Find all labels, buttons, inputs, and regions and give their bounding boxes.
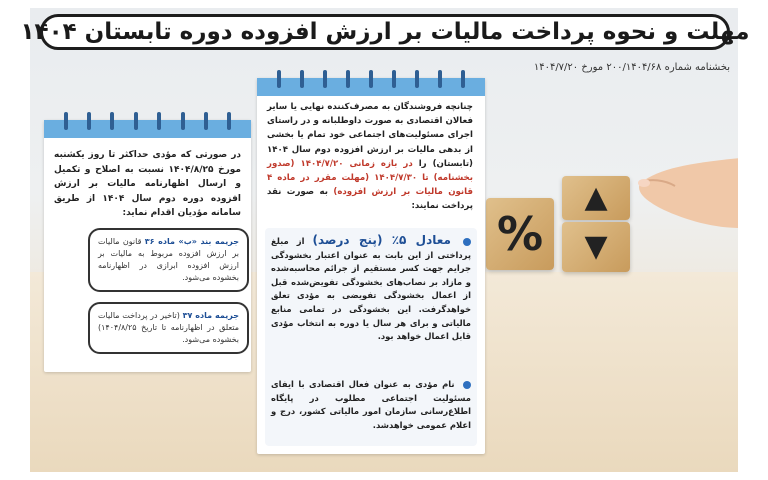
- benefit-item-1: [271, 234, 471, 344]
- intro-end: به صورت نقد پرداخت نمایند:: [267, 187, 473, 212]
- bullet-icon: [463, 381, 471, 389]
- left-card-text: در صورتی که مؤدی حداکثر تا روز یکشنبه مورخ ۱۴۰۴/۸/۲۵ نسبت به اصلاح و تکمیل و ارسال اظهارنامه مالیات بر ارزش افزوده دوره دوم سال ۱۴۰۴ از طریق سامانه مؤدیان اقدام نماید:: [54, 150, 242, 218]
- page-title: مهلت و نحوه پرداخت مالیات بر ارزش افزوده دوره تابستان ۱۴۰۴: [20, 19, 750, 45]
- benefit-item-2: [271, 378, 471, 432]
- middle-card: [257, 78, 485, 454]
- arrow-up-icon: ▲: [584, 180, 608, 215]
- middle-card-rings: [257, 70, 485, 88]
- middle-card-intro: [267, 100, 473, 214]
- penalty-box-37-title: جریمه ماده ۳۷: [182, 311, 239, 320]
- benefit-item-1-highlight: معادل ۵٪ (پنج درصد): [312, 233, 451, 247]
- intro-deadline: در بازه زمانی ۱۴۰۴/۷/۲۰ (صدور بخشنامه) تا ۱۴۰۴/۷/۳۰ (مهلت مقرر در ماده ۴ قانون مالیات بر ارزش افزوده): [267, 158, 473, 198]
- penalty-box-36-text: قانون مالیات بر ارزش افزوده مربوط به مالیات بر ارزش افزوده ابرازی در اظهارنامه بخشوده می‌شود.: [98, 237, 239, 282]
- benefit-item-1-text: از مبلغ پرداختی از این بابت به عنوان اعتبار بخشودگی جرایم جهت کسر مستقیم از جرائم محاسبه‌شده و مازاد بر نصاب‌های بخشودگی تفویض‌شده قبل از اعمال بخشودگی تفویضی به مؤدی تعلق خواهدگرفت. این بخشودگی در تمامی منابع مالیاتی و برای هر سال یا دوره به انتخاب مؤدی قابل اعمال خواهد بود.: [271, 236, 471, 342]
- bullet-icon: [463, 238, 471, 246]
- left-card-rings: [44, 112, 251, 130]
- hand-illustration: [630, 128, 738, 238]
- penalty-box-37: [88, 302, 249, 354]
- percent-icon: %: [496, 207, 544, 261]
- left-card: [44, 120, 251, 372]
- penalty-box-37-text: (تاخیر در پرداخت مالیات متعلق در اظهارنامه تا تاریخ ۱۴۰۴/۸/۲۵) بخشوده می‌شود.: [98, 311, 239, 344]
- title-banner: [20, 14, 750, 50]
- intro-text: چنانچه فروشندگان به مصرف‌کننده نهایی یا سایر فعالان اقتصادی به صورت داوطلبانه و در راستای اجرای مسئولیت‌های اجتماعی خود تمام یا بخشی از بدهی مالیات بر ارزش افزوده دوم سال ۱۴۰۴ (تابستان) را: [267, 102, 473, 169]
- percent-cube: [486, 198, 554, 270]
- arrow-down-icon: ▼: [584, 229, 608, 264]
- benefit-item-2-text: نام مؤدی به عنوان فعال اقتصادی با ایفای مسئولیت اجتماعی مطلوب در پایگاه اطلاع‌رسانی سازمان امور مالیاتی کشور، درج و اعلام عمومی خواهدشد.: [271, 379, 471, 430]
- arrows-cube-bottom: [562, 222, 630, 272]
- penalty-box-36-title: جریمه بند «ب» ماده ۳۶: [144, 237, 239, 246]
- arrows-cube-top: [562, 176, 630, 220]
- penalty-box-36: [88, 228, 249, 292]
- circular-reference: بخشنامه شماره ۲۰۰/۱۴۰۴/۶۸ مورخ ۱۴۰۴/۷/۲۰: [533, 62, 730, 73]
